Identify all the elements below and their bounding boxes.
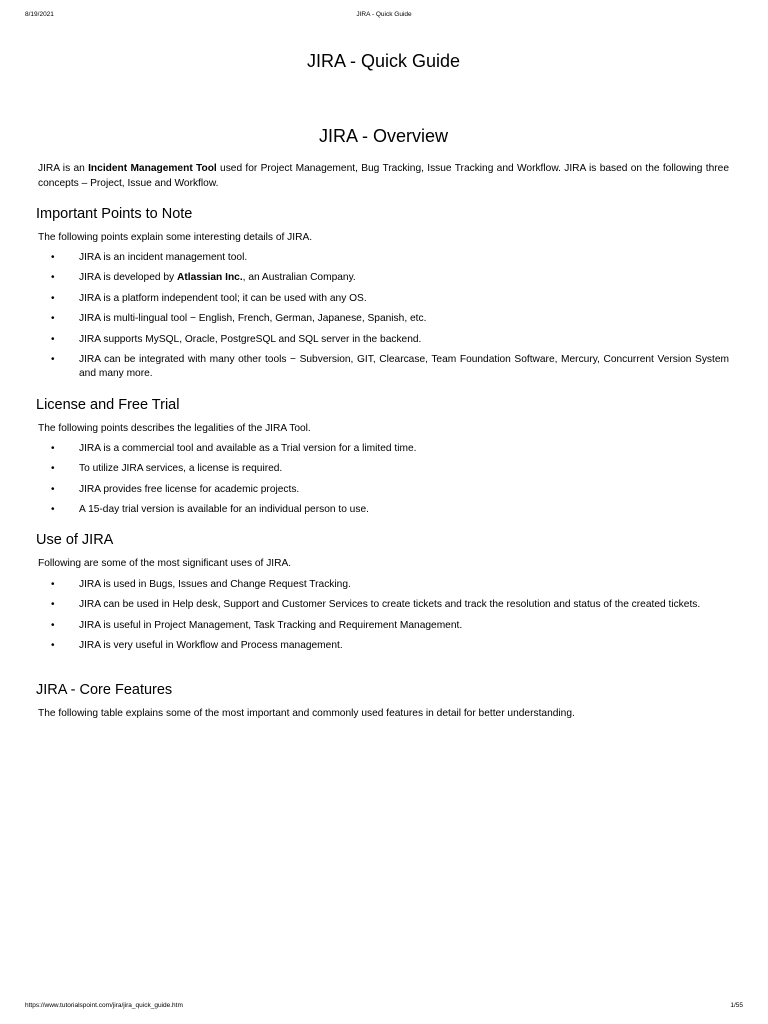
- footer-page-number: 1/55: [730, 1002, 743, 1009]
- list-item: • JIRA is a platform independent tool; it can be used with any OS.: [38, 292, 729, 307]
- bullet: •: [51, 272, 55, 284]
- bullet: •: [51, 640, 55, 652]
- bullet: •: [51, 292, 55, 304]
- list-item: • JIRA is a commercial tool and available as a Trial version for a limited time.: [38, 442, 729, 457]
- list-item: • JIRA can be used in Help desk, Support and Customer Services to create tickets and track the resolution and status of the created tickets.: [38, 598, 729, 613]
- header-title: JIRA - Quick Guide: [356, 11, 412, 18]
- core-lead: The following table explains some of the most important and commonly used features in detail for better understanding.: [38, 708, 575, 719]
- footer-url: https://www.tutorialspoint.com/jira/jira_quick_guide.htm: [25, 1002, 183, 1009]
- important-list: [38, 251, 729, 388]
- company-name: Atlassian Inc.: [176, 272, 243, 284]
- list-item: • To utilize JIRA services, a license is required.: [38, 462, 729, 477]
- bullet: •: [51, 463, 55, 475]
- list-item: • JIRA is an incident management tool.: [38, 251, 729, 266]
- overview-heading: JIRA - Overview: [318, 126, 449, 146]
- list-item: • A 15-day trial version is available for an individual person to use.: [38, 503, 729, 518]
- bullet: •: [51, 443, 55, 454]
- use-lead: Following are some of the most significant uses of JIRA.: [38, 558, 292, 569]
- list-item: • JIRA is useful in Project Management, Task Tracking and Requirement Management.: [38, 619, 729, 634]
- bullet: •: [51, 353, 55, 365]
- page-footer: [25, 1002, 743, 1012]
- important-heading: Important Points to Note: [36, 206, 193, 222]
- use-list: [38, 578, 729, 660]
- intro-text-bold: Incident Management Tool: [88, 163, 217, 174]
- bullet: •: [51, 333, 55, 345]
- bullet: •: [51, 619, 55, 631]
- bullet: •: [51, 252, 55, 263]
- bullet: •: [51, 599, 55, 611]
- license-heading: License and Free Trial: [36, 397, 180, 413]
- list-item: • JIRA supports MySQL, Oracle, PostgreSQL and SQL server in the backend.: [38, 333, 729, 348]
- list-item: • JIRA is used in Bugs, Issues and Change Request Tracking.: [38, 578, 729, 593]
- license-list: [38, 442, 729, 524]
- document-title: JIRA - Quick Guide: [306, 51, 461, 71]
- bullet: •: [51, 579, 55, 590]
- list-item: • JIRA is very useful in Workflow and Process management.: [38, 639, 729, 654]
- bullet: •: [51, 483, 55, 495]
- list-item: • JIRA provides free license for academic projects.: [38, 483, 729, 498]
- use-heading: Use of JIRA: [36, 532, 114, 548]
- intro-text-pre: JIRA is an: [38, 163, 89, 174]
- overview-intro: [38, 162, 729, 191]
- header-date: 8/19/2021: [25, 11, 54, 18]
- important-lead: The following points explain some interesting details of JIRA.: [38, 232, 313, 243]
- list-item: • JIRA is developed by Atlassian Inc., an Australian Company.: [38, 271, 729, 286]
- page-header: [25, 11, 743, 21]
- license-lead: The following points describes the legalities of the JIRA Tool.: [38, 423, 311, 434]
- core-heading: JIRA - Core Features: [36, 682, 173, 698]
- bullet: •: [51, 504, 55, 516]
- list-item: • JIRA can be integrated with many other tools − Subversion, GIT, Clearcase, Team Foundation Software, Mercury, Concurrent Version System and many more.: [51, 353, 729, 380]
- intro-text-post: used for Project Management, Bug Tracking, Issue Tracking and Workflow. JIRA is based on the following three concepts – Project, Issue and Workflow.: [38, 163, 729, 189]
- bullet: •: [51, 313, 55, 325]
- list-item: • JIRA is multi-lingual tool − English, French, German, Japanese, Spanish, etc.: [38, 312, 729, 327]
